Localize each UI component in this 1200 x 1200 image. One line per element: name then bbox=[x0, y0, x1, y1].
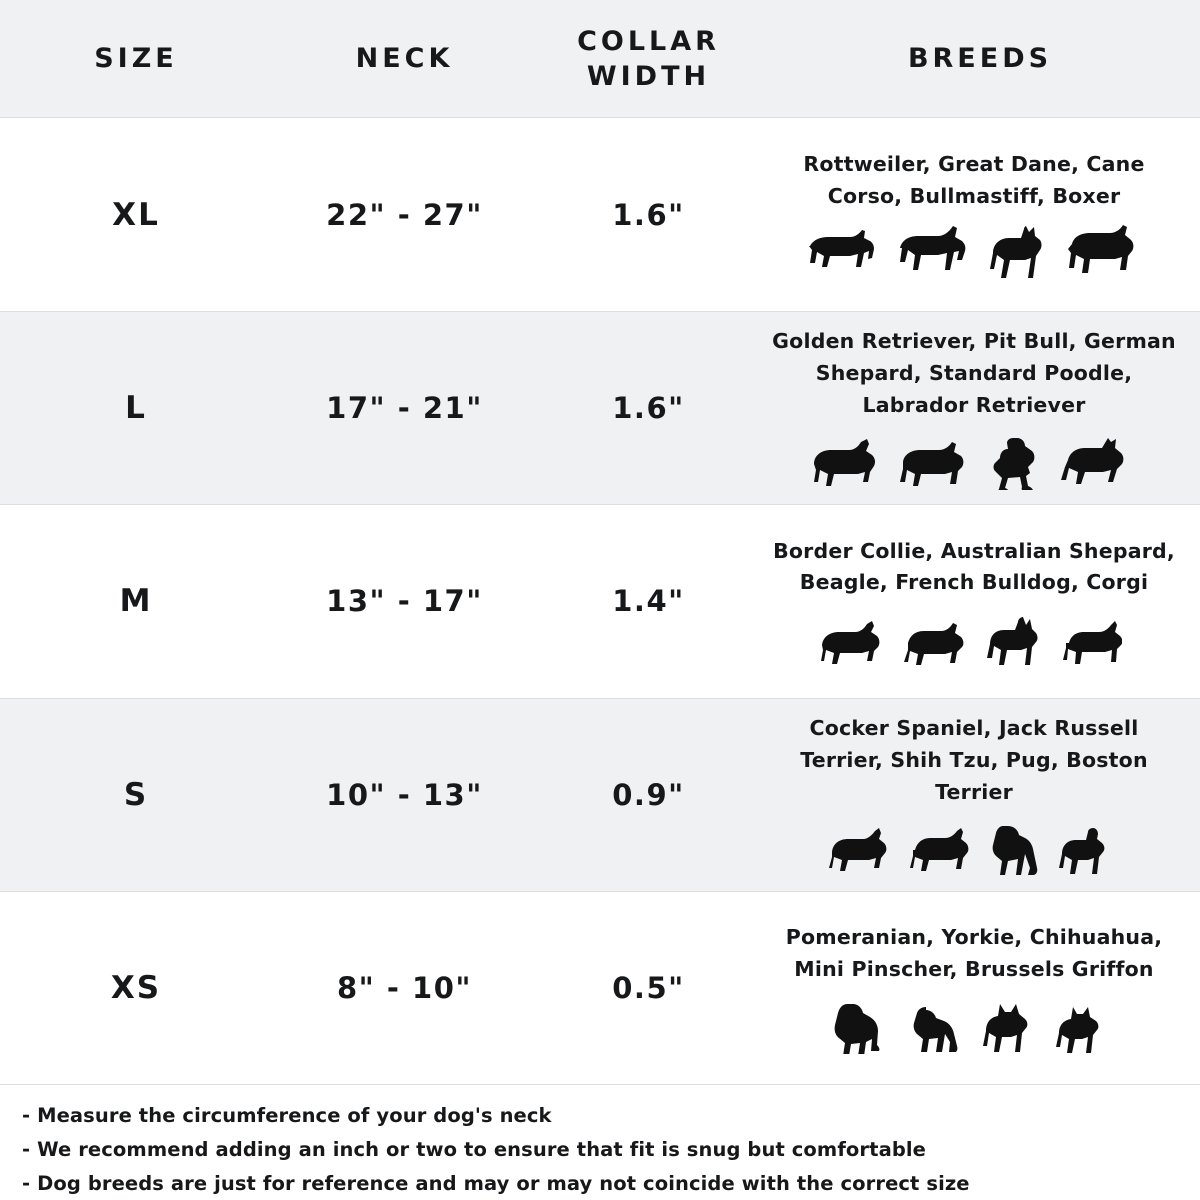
table-row bbox=[0, 118, 1200, 311]
row-breeds-text: Rottweiler, Great Dane, Cane Corso, Bullmastiff, Boxer bbox=[803, 151, 1145, 208]
table-row bbox=[0, 312, 1200, 505]
row-breed-icons bbox=[760, 814, 1178, 876]
row-collar-width-value: 1.6" bbox=[612, 197, 685, 232]
pug-icon bbox=[1056, 826, 1114, 876]
column-header-size: SIZE bbox=[94, 43, 178, 75]
row-breed-icons bbox=[760, 428, 1178, 490]
chihuahua-icon bbox=[981, 1002, 1037, 1054]
column-header-collar-width bbox=[537, 24, 760, 94]
row-breeds-cell bbox=[760, 536, 1200, 668]
row-size-value: XL bbox=[112, 196, 160, 233]
row-size-value: M bbox=[119, 583, 153, 620]
border-collie-icon bbox=[816, 619, 884, 667]
row-collar-width-value: 1.4" bbox=[612, 584, 685, 619]
note-line: - Dog breeds are just for reference and may or may not coincide with the correct size bbox=[22, 1171, 970, 1195]
corgi-icon bbox=[1060, 621, 1122, 667]
row-neck-value: 8" - 10" bbox=[337, 971, 472, 1006]
row-breed-icons bbox=[760, 992, 1178, 1054]
row-neck-value: 10" - 13" bbox=[326, 777, 483, 812]
row-size-value: S bbox=[123, 776, 149, 813]
bullmastiff-icon bbox=[1064, 224, 1134, 280]
pomeranian-icon bbox=[829, 1002, 891, 1054]
row-collar-width-value: 0.9" bbox=[612, 777, 685, 812]
shih-tzu-icon bbox=[986, 824, 1040, 876]
german-shepard-icon bbox=[1058, 438, 1130, 490]
row-breeds-text: Cocker Spaniel, Jack Russell Terrier, Shih Tzu, Pug, Boston Terrier bbox=[800, 716, 1148, 804]
golden-retriever-icon bbox=[808, 438, 880, 490]
row-neck-value: 22" - 27" bbox=[326, 197, 483, 232]
table-row bbox=[0, 892, 1200, 1085]
row-breeds-text: Border Collie, Australian Shepard, Beagle, French Bulldog, Corgi bbox=[773, 538, 1175, 595]
column-header-breeds: BREEDS bbox=[907, 43, 1053, 75]
cane-corso-icon bbox=[988, 224, 1048, 280]
beagle-icon bbox=[900, 619, 968, 667]
row-breed-icons bbox=[760, 605, 1178, 667]
row-neck-value: 13" - 17" bbox=[326, 584, 483, 619]
table-row bbox=[0, 505, 1200, 698]
row-breeds-text: Pomeranian, Yorkie, Chihuahua, Mini Pinscher, Brussels Griffon bbox=[785, 925, 1163, 982]
row-size-value: L bbox=[125, 390, 147, 427]
pit-bull-icon bbox=[896, 438, 968, 490]
french-bulldog-icon bbox=[984, 615, 1044, 667]
row-collar-width-value: 1.6" bbox=[612, 391, 685, 426]
cocker-spaniel-icon bbox=[824, 826, 890, 876]
rottweiler-icon bbox=[804, 224, 880, 280]
jack-russell-terrier-icon bbox=[906, 826, 970, 876]
row-breed-icons bbox=[760, 218, 1178, 280]
great-dane-icon bbox=[896, 224, 972, 280]
row-breeds-text: Golden Retriever, Pit Bull, German Shepard, Standard Poodle, Labrador Retriever bbox=[772, 329, 1176, 417]
collar-width-line-2: WIDTH bbox=[586, 60, 711, 92]
row-size-value: XS bbox=[110, 970, 162, 1007]
row-breeds-cell bbox=[760, 149, 1200, 281]
row-breeds-cell bbox=[760, 326, 1200, 489]
row-collar-width-value: 0.5" bbox=[612, 971, 685, 1006]
table-row bbox=[0, 699, 1200, 892]
poodle-icon bbox=[984, 436, 1042, 490]
notes-section bbox=[0, 1085, 1200, 1200]
note-line: - Measure the circumference of your dog's neck bbox=[22, 1104, 552, 1128]
note-line: - We recommend adding an inch or two to ensure that fit is snug but comfortable bbox=[22, 1137, 926, 1161]
row-neck-value: 17" - 21" bbox=[326, 391, 483, 426]
row-breeds-cell bbox=[760, 922, 1200, 1054]
row-breeds-cell bbox=[760, 713, 1200, 876]
yorkie-icon bbox=[907, 1006, 965, 1054]
collar-width-line-1: COLLAR bbox=[577, 25, 720, 57]
mini-pinscher-icon bbox=[1053, 1004, 1109, 1054]
table-header-row bbox=[0, 0, 1200, 118]
column-header-neck: NECK bbox=[355, 43, 454, 75]
